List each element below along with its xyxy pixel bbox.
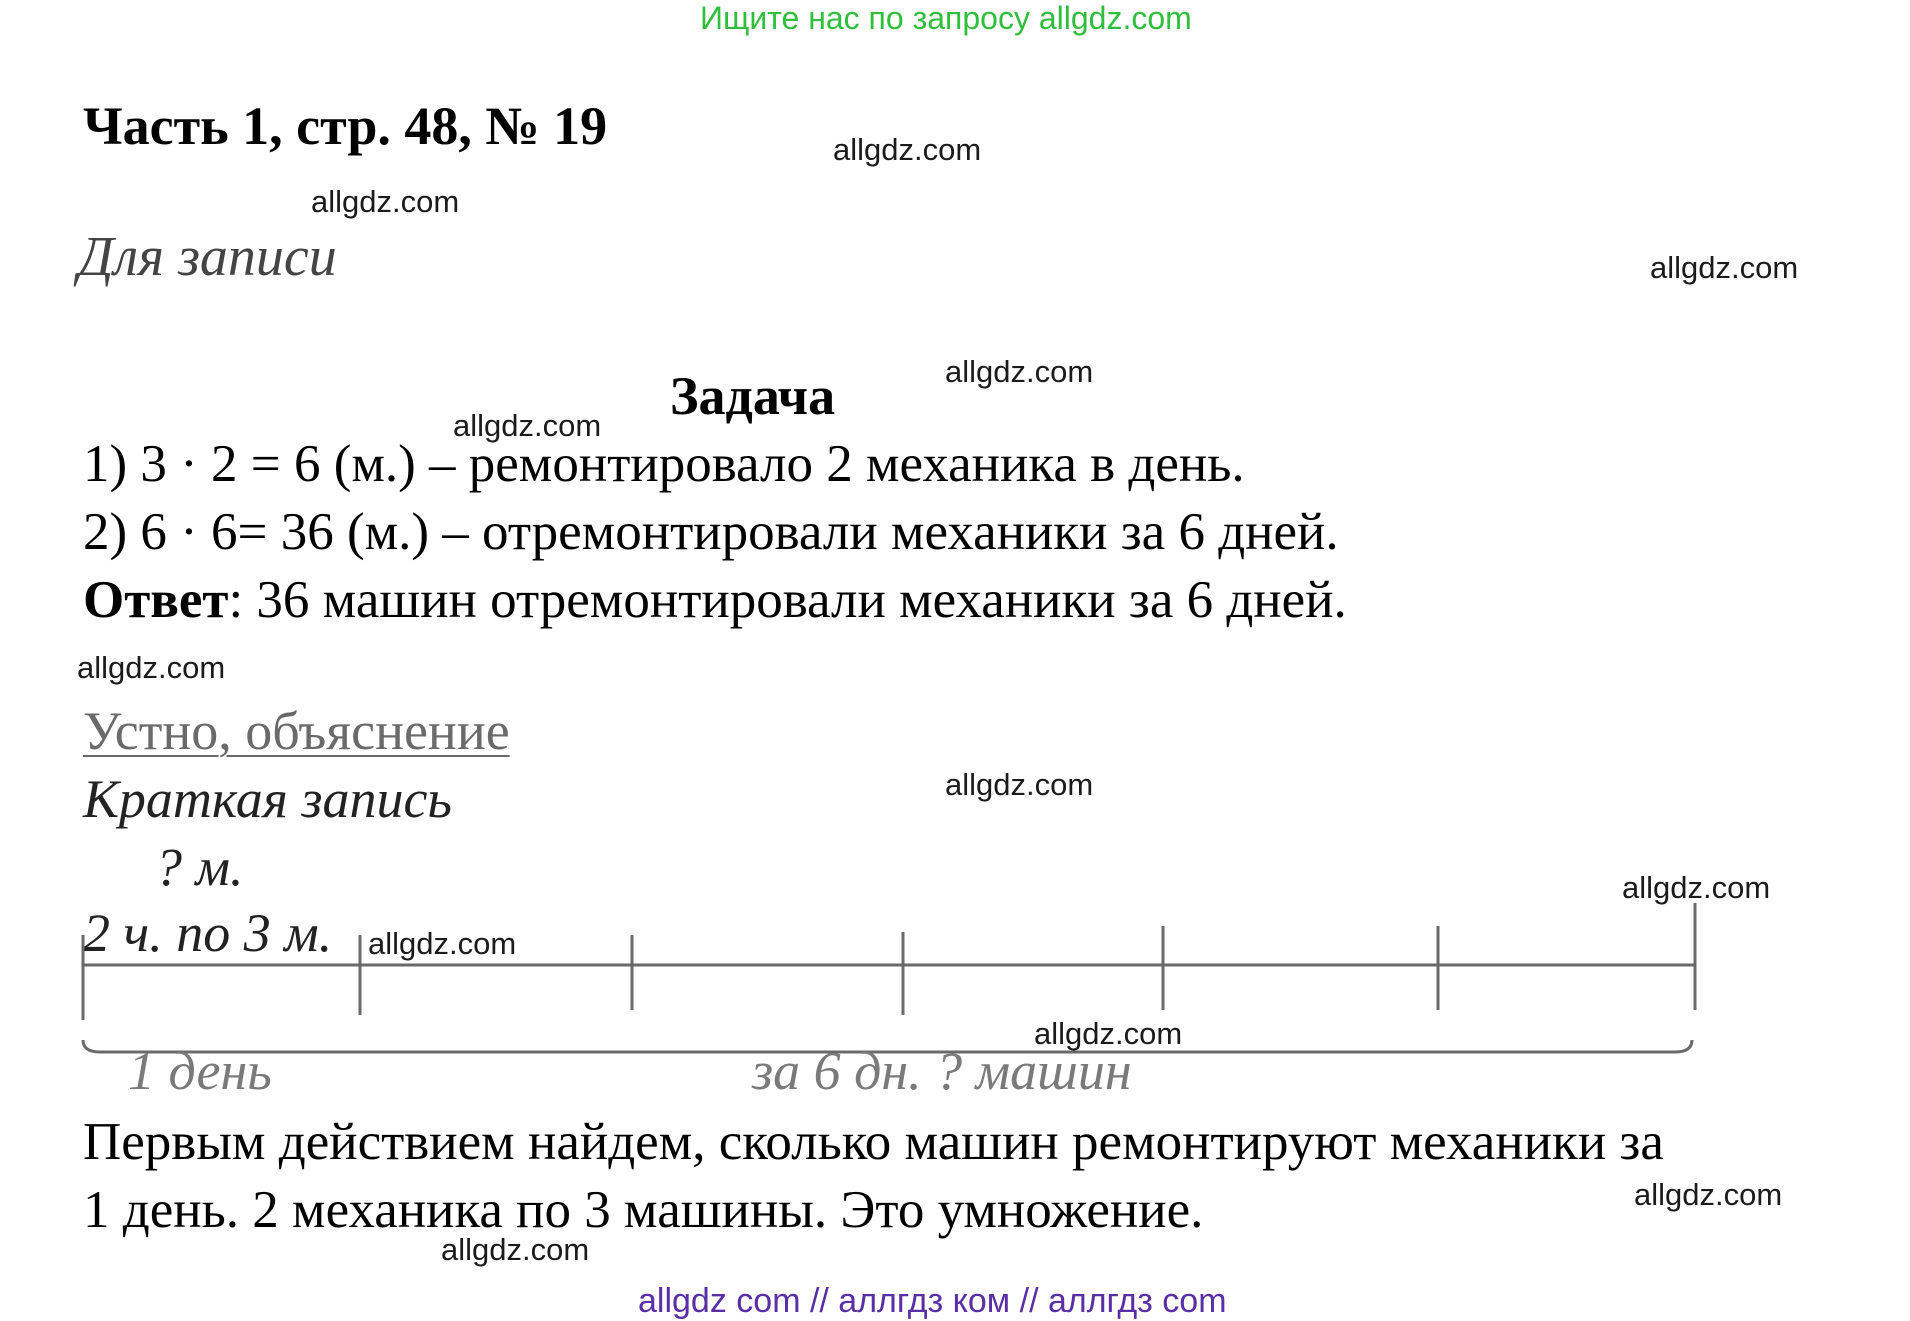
task-step: 1) 3 · 2 = 6 (м.) – ремонтировало 2 механика в день. <box>83 435 1245 493</box>
watermark: allgdz.com <box>945 767 1094 802</box>
diagram-question-label: ? м. <box>155 837 244 897</box>
watermark: allgdz.com <box>453 408 602 443</box>
task-step: 2) 6 · 6= 36 (м.) – отремонтировали механики за 6 дней. <box>83 503 1339 561</box>
watermark: allgdz.com <box>77 650 226 685</box>
answer-label: Ответ <box>83 571 229 629</box>
watermark: allgdz.com <box>833 132 982 167</box>
footer-links: allgdz com // аллгдз ком // аллгдз com <box>638 1282 1227 1320</box>
watermark: allgdz.com <box>945 354 1094 389</box>
watermark: allgdz.com <box>368 926 517 961</box>
watermark: allgdz.com <box>1650 250 1799 285</box>
watermark: allgdz.com <box>441 1232 590 1267</box>
page-title: Часть 1, стр. 48, № 19 <box>83 96 608 156</box>
watermark: allgdz.com <box>1622 870 1771 905</box>
brace-label-center: за 6 дн. ? машин <box>752 1041 1132 1101</box>
answer-text: : 36 машин отремонтировали механики за 6 дней. <box>228 571 1347 629</box>
explanation-line: Первым действием найдем, сколько машин ремонтируют механики за <box>83 1113 1664 1171</box>
watermark: allgdz.com <box>1034 1016 1183 1051</box>
task-heading: Задача <box>670 366 836 426</box>
explanation-line: 1 день. 2 механика по 3 машины. Это умножение. <box>83 1181 1204 1239</box>
promo-banner: Ищите нас по запросу allgdz.com <box>700 0 1192 36</box>
watermark: allgdz.com <box>1634 1177 1783 1212</box>
diagram-row-label: 2 ч. по 3 м. <box>83 903 333 963</box>
oral-heading: Устно, объяснение <box>83 701 510 761</box>
watermark: allgdz.com <box>311 184 460 219</box>
brace-label-left: 1 день <box>128 1041 272 1101</box>
handwritten-note: Для записи <box>78 226 337 288</box>
brief-record-heading: Краткая запись <box>83 769 452 829</box>
